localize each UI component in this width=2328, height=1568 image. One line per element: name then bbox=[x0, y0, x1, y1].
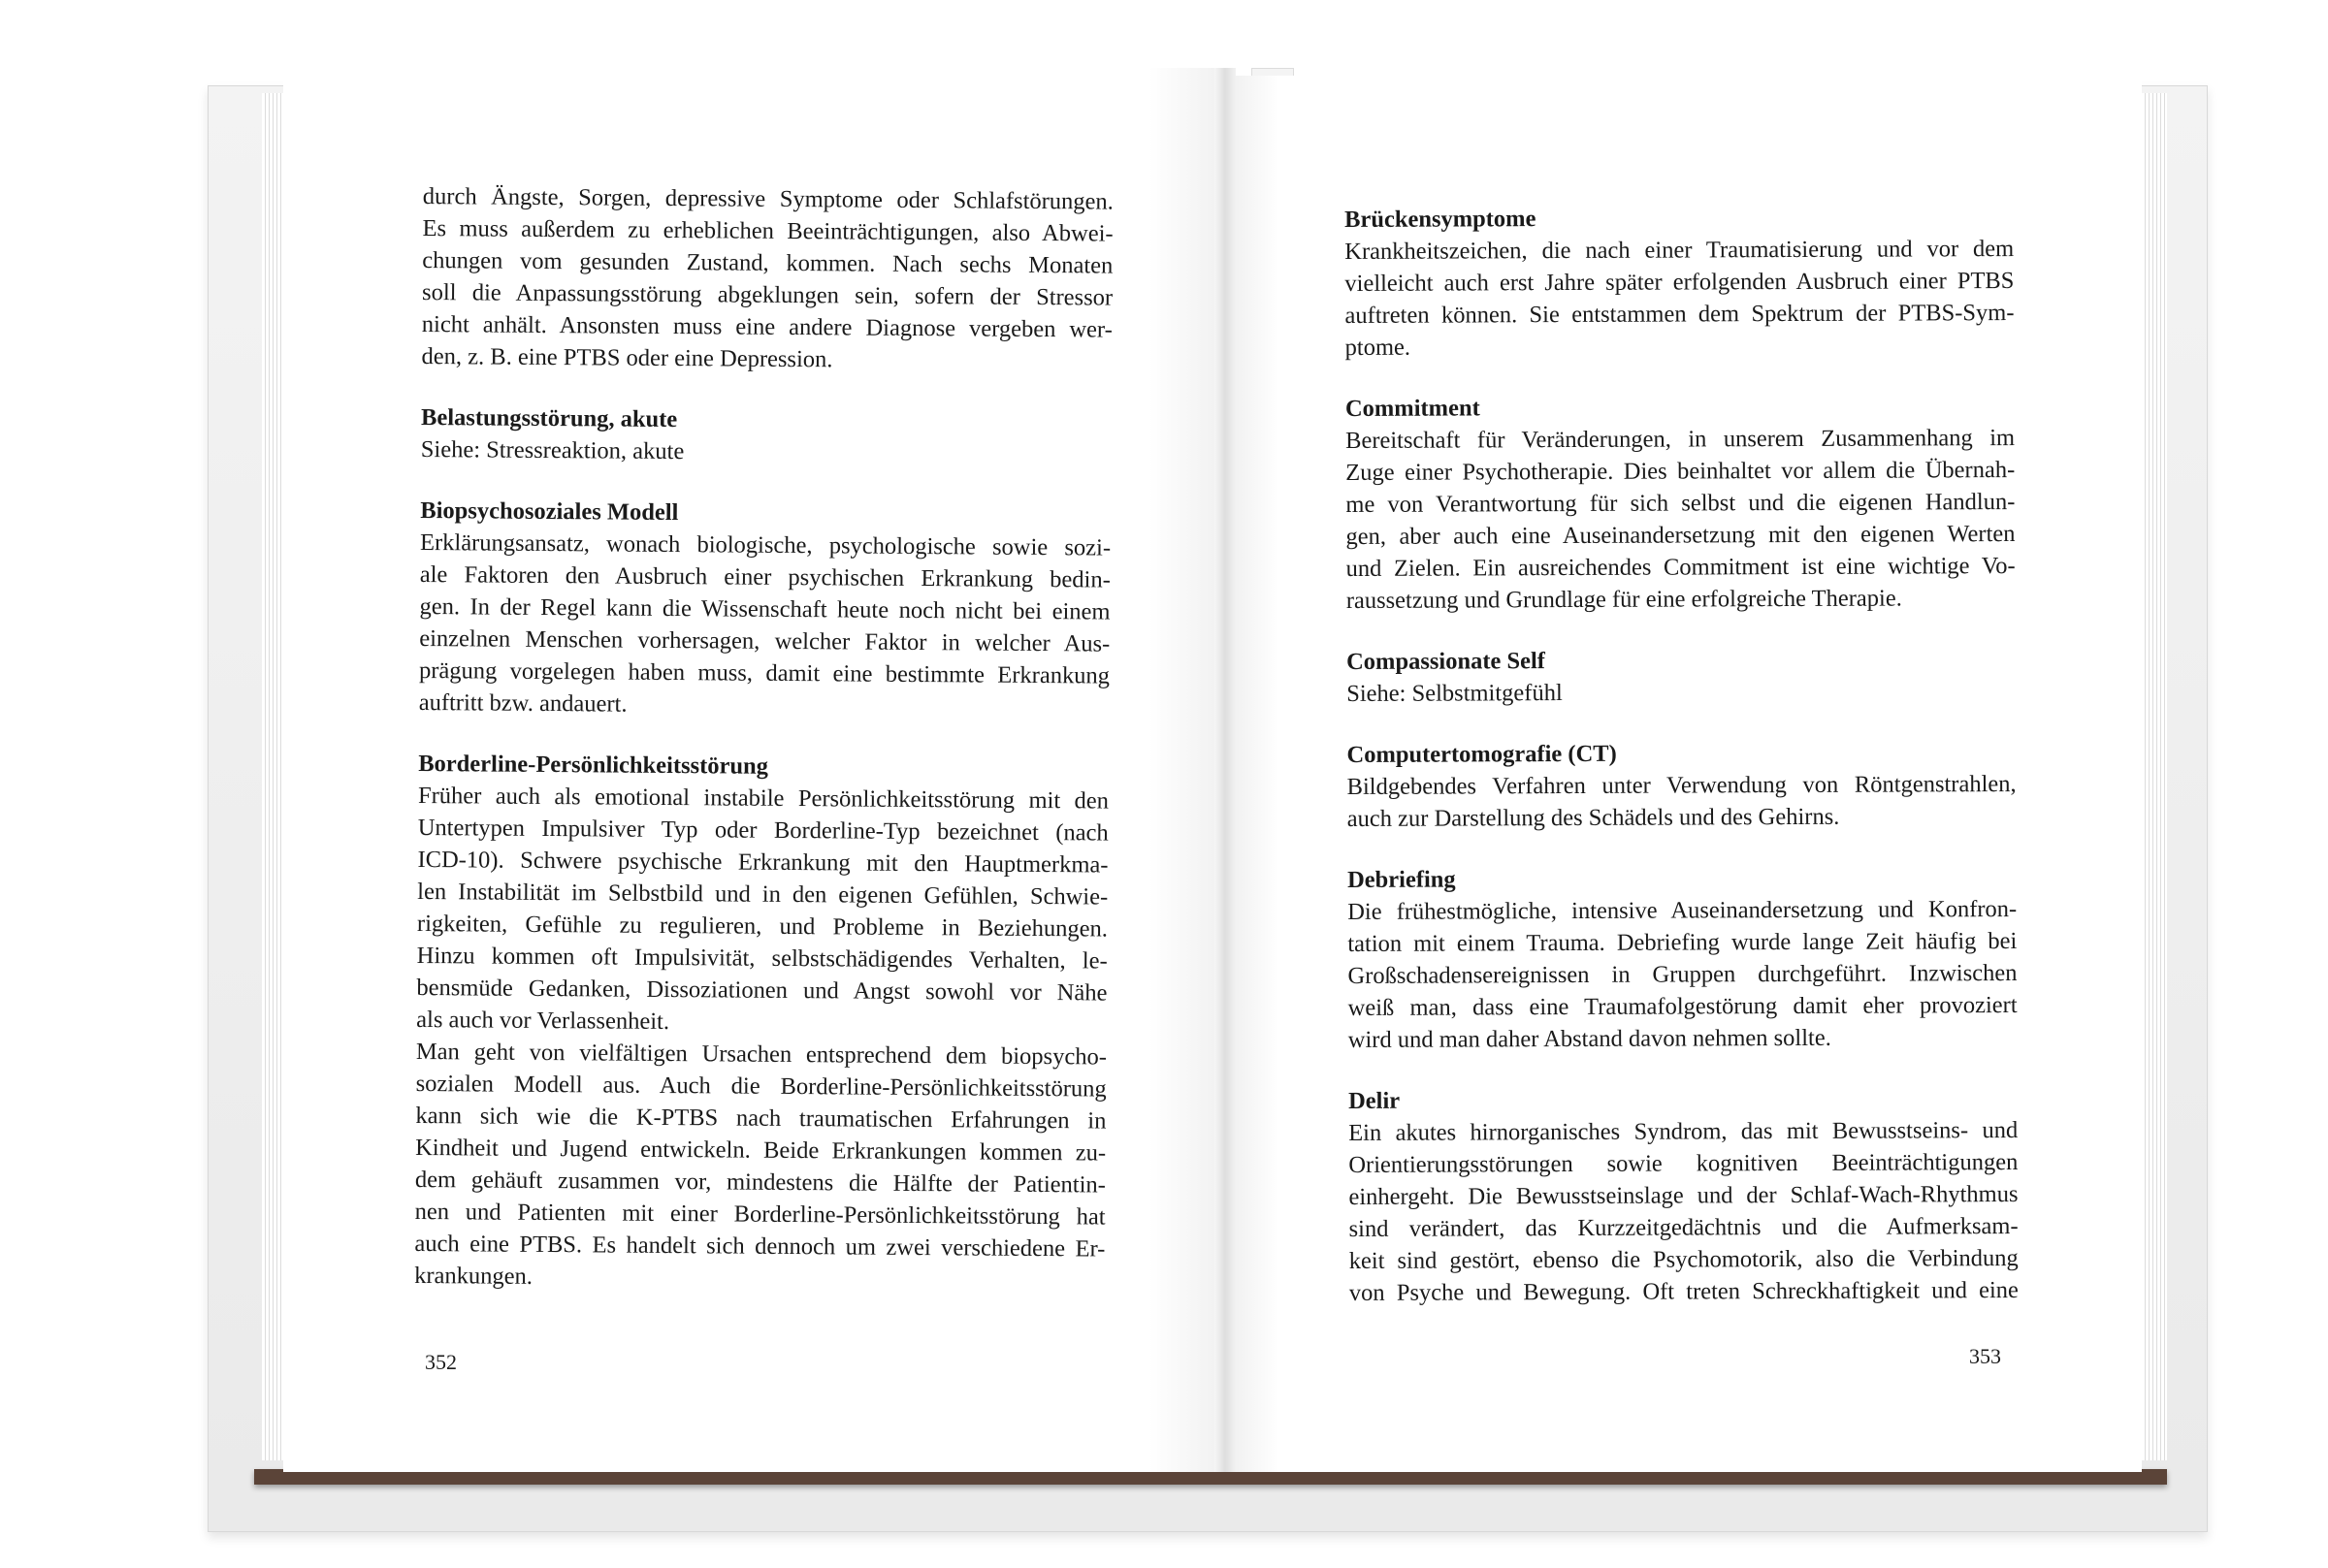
glossary-term: Belastungsstörung, akute bbox=[420, 403, 678, 433]
text-line: Erklärungsansatz, wonach biologische, psychologische sowie sozi- bbox=[419, 528, 1112, 561]
text-line: len Instabilität im Selbstbild und in den eigenen Gefühlen, Schwie- bbox=[417, 878, 1109, 911]
text-line: auch zur Darstellung des Schädels und des Gehirns. bbox=[1346, 803, 1840, 832]
text-line: einzelnen Menschen vorhersagen, welcher Faktor in welcher Aus- bbox=[419, 624, 1111, 657]
text-line: Bereitschaft für Veränderungen, in unserem Zusammenhang im bbox=[1345, 424, 2016, 454]
book-gutter bbox=[1214, 68, 1236, 1472]
text-line: weiß man, dass eine Traumafolgestörung damit eher provoziert bbox=[1347, 991, 2018, 1021]
text-line: als auch vor Verlassenheit. bbox=[416, 1006, 670, 1036]
text-line: von Psyche und Bewegung. Oft treten Schreckhaftigkeit und eine bbox=[1348, 1276, 2019, 1306]
text-line: den, z. B. eine PTBS oder eine Depression. bbox=[421, 342, 833, 373]
text-line: Hinzu kommen oft Impulsivität, selbstschädigendes Verhalten, le- bbox=[416, 942, 1108, 975]
page-stack-right bbox=[2142, 93, 2167, 1460]
page-number-left: 352 bbox=[425, 1350, 457, 1374]
text-line: nen und Patienten mit einer Borderline-Persönlichkeitsstörung hat bbox=[414, 1198, 1106, 1231]
text-line: Ein akutes hirnorganisches Syndrom, das mit Bewusstseins- und bbox=[1348, 1116, 2019, 1146]
text-line: durch Ängste, Sorgen, depressive Symptome oder Schlafstörungen. bbox=[422, 182, 1114, 215]
glossary-term: Borderline-Persönlichkeitsstörung bbox=[418, 750, 769, 780]
text-line: sind verändert, das Kurzzeitgedächtnis und die Aufmerksam- bbox=[1348, 1212, 2019, 1242]
text-line: vielleicht auch erst Jahre später erfolgenden Ausbruch einer PTBS bbox=[1344, 267, 2015, 297]
glossary-term: Computertomografie (CT) bbox=[1346, 740, 1617, 768]
text-line: Kindheit und Jugend entwickeln. Beide Erkrankungen kommen zu- bbox=[415, 1134, 1107, 1167]
glossary-term: Commitment bbox=[1344, 395, 1480, 422]
glossary-term: Biopsychosoziales Modell bbox=[420, 496, 679, 527]
text-line: rigkeiten, Gefühle zu regulieren, und Probleme in Beziehungen. bbox=[416, 910, 1109, 943]
text-line: nicht anhält. Ansonsten muss eine andere Diagnose vergeben wer- bbox=[421, 310, 1113, 343]
text-line: Die frühestmögliche, intensive Auseinandersetzung und Konfron- bbox=[1347, 895, 2018, 925]
left-page-text bbox=[414, 180, 1114, 1297]
text-line: chungen vom gesunden Zustand, kommen. Nach sechs Monaten bbox=[422, 246, 1114, 279]
text-line: dem gehäuft zusammen vor, mindestens die Hälfte der Patientin- bbox=[414, 1166, 1106, 1199]
text-line: Es muss außerdem zu erheblichen Beeinträchtigungen, also Abwei- bbox=[422, 214, 1114, 247]
text-line: Untertypen Impulsiver Typ oder Borderline-Typ bezeichnet (nach bbox=[417, 814, 1109, 847]
text-line: auftreten können. Sie entstammen dem Spektrum der PTBS-Sym- bbox=[1344, 299, 2015, 329]
text-line: keit sind gestört, ebenso die Psychomotorik, also die Verbindung bbox=[1348, 1244, 2019, 1274]
text-line: gen. In der Regel kann die Wissenschaft heute noch nicht bei einem bbox=[419, 592, 1111, 625]
text-line: Siehe: Stressreaktion, akute bbox=[420, 435, 685, 465]
glossary-term: Brückensymptome bbox=[1344, 206, 1536, 233]
text-line: me von Verantwortung für sich selbst und die eigenen Handlun- bbox=[1345, 488, 2016, 518]
page-stack-left bbox=[262, 93, 283, 1460]
text-line: ale Faktoren den Ausbruch einer psychischen Erkrankung bedin- bbox=[419, 560, 1111, 593]
text-line: wird und man daher Abstand davon nehmen sollte. bbox=[1347, 1024, 1831, 1053]
text-line: prägung vorgelegen haben muss, damit eine bestimmte Erkrankung bbox=[418, 656, 1111, 689]
glossary-term: Delir bbox=[1347, 1087, 1401, 1114]
page-number-right: 353 bbox=[1969, 1344, 2001, 1368]
text-line: raussetzung und Grundlage für eine erfolgreiche Therapie. bbox=[1345, 585, 1902, 614]
text-line: Früher auch als emotional instabile Persönlichkeitsstörung mit den bbox=[417, 782, 1110, 815]
text-line: Orientierungsstörungen sowie kognitiven Beeinträchtigungen bbox=[1348, 1148, 2019, 1178]
text-line: krankungen. bbox=[414, 1262, 534, 1290]
paragraph-gap bbox=[1347, 832, 2017, 864]
text-line: soll die Anpassungsstörung abgeklungen sein, sofern der Stressor bbox=[421, 278, 1114, 311]
text-line: Krankheitszeichen, die nach einer Traumatisierung und vor dem bbox=[1344, 235, 2015, 265]
text-line: gen, aber auch eine Auseinandersetzung mit den eigenen Werten bbox=[1345, 520, 2016, 550]
text-line: sozialen Modell aus. Auch die Borderline-Persönlichkeitsstörung bbox=[415, 1070, 1107, 1103]
text-line: auftritt bzw. andauert. bbox=[418, 688, 628, 718]
text-line: Bildgebendes Verfahren unter Verwendung von Röntgenstrahlen, bbox=[1346, 770, 2017, 800]
paragraph-gap bbox=[1345, 361, 2015, 393]
text-line: Großschadensereignissen in Gruppen durchgeführt. Inzwischen bbox=[1347, 959, 2018, 989]
glossary-term: Debriefing bbox=[1346, 866, 1456, 893]
text-line: bensmüde Gedanken, Dissoziationen und Angst sowohl vor Nähe bbox=[416, 974, 1108, 1007]
text-line: kann sich wie die K-PTBS nach traumatischen Erfahrungen in bbox=[415, 1102, 1107, 1135]
text-line: Zuge einer Psychotherapie. Dies beinhaltet vor allem die Übernah- bbox=[1345, 456, 2016, 486]
text-line: einhergeht. Die Bewusstseinslage und der Schlaf-Wach-Rhythmus bbox=[1348, 1180, 2019, 1210]
text-line: Siehe: Selbstmitgefühl bbox=[1346, 680, 1563, 707]
paragraph-gap bbox=[1346, 614, 2016, 646]
paragraph-gap bbox=[1348, 1053, 2018, 1085]
glossary-term: Compassionate Self bbox=[1346, 648, 1545, 675]
right-page-text bbox=[1344, 201, 2019, 1309]
text-line: und Zielen. Ein ausreichendes Commitment ist eine wichtige Vo- bbox=[1345, 552, 2016, 582]
text-line: auch eine PTBS. Es handelt sich dennoch um zwei verschiedene Er- bbox=[414, 1230, 1106, 1263]
text-line: ICD-10). Schwere psychische Erkrankung mit den Hauptmerkma- bbox=[417, 846, 1109, 879]
paragraph-gap bbox=[1346, 707, 2016, 739]
text-line: tation mit einem Trauma. Debriefing wurde lange Zeit häufig bei bbox=[1347, 927, 2018, 957]
text-line: Man geht von vielfältigen Ursachen entsprechend dem biopsycho- bbox=[415, 1038, 1108, 1071]
text-line: ptome. bbox=[1344, 334, 1411, 361]
